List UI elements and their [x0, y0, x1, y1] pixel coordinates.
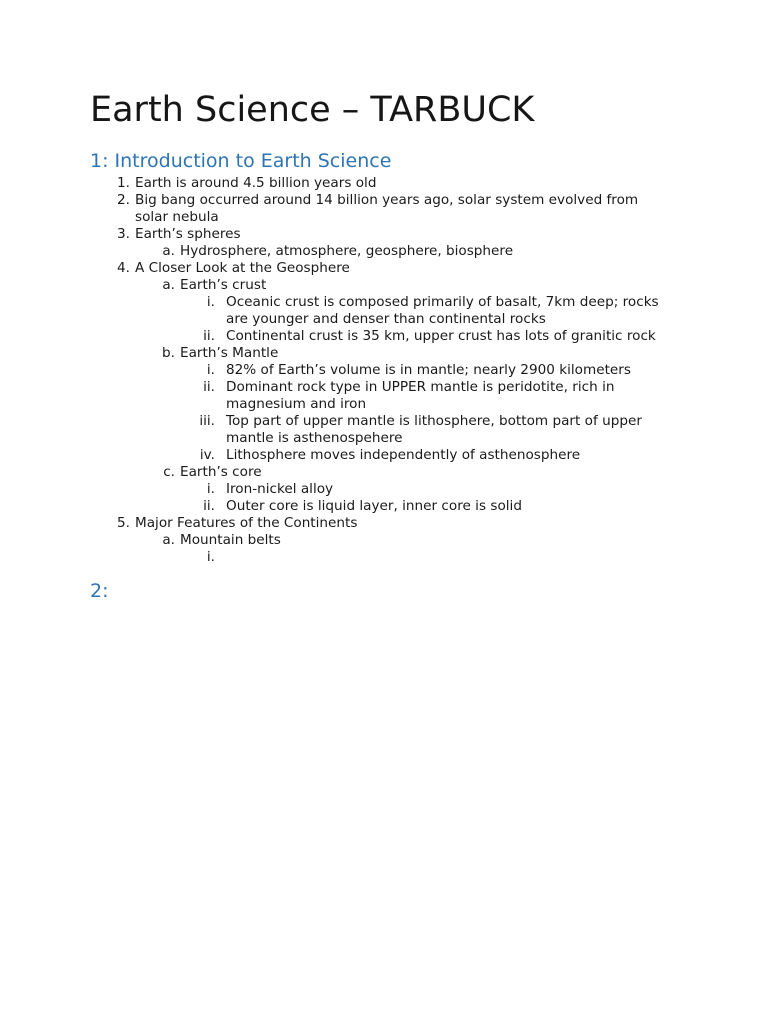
list-item	[0, 447, 768, 464]
list-item	[0, 328, 768, 345]
list-item	[0, 243, 768, 260]
list-item-text: Earth’s crust	[180, 277, 267, 293]
list-marker: a.	[162, 277, 175, 293]
list-item	[0, 175, 768, 192]
list-item	[0, 549, 768, 566]
list-marker: ii.	[203, 498, 215, 514]
list-item-text: Top part of upper mantle is lithosphere, bottom part of upper mantle is asthenospehere	[226, 413, 642, 446]
document-title: Earth Science – TARBUCK	[90, 90, 535, 130]
list-marker: iii.	[199, 413, 215, 429]
list-item-text: Continental crust is 35 km, upper crust has lots of granitic rock	[226, 328, 656, 344]
outline-list	[0, 175, 768, 566]
list-item	[0, 362, 768, 379]
list-item-text: Big bang occurred around 14 billion years ago, solar system evolved from solar nebula	[135, 192, 639, 225]
list-marker: i.	[206, 294, 215, 310]
list-item-text: Earth’s Mantle	[180, 345, 279, 361]
list-item	[0, 345, 768, 362]
list-item	[0, 192, 768, 226]
list-item-text: Dominant rock type in UPPER mantle is peridotite, rich in magnesium and iron	[226, 379, 615, 412]
list-item-text: 82% of Earth’s volume is in mantle; nearly 2900 kilometers	[226, 362, 631, 378]
list-item	[0, 413, 768, 447]
list-item-text: A Closer Look at the Geosphere	[135, 260, 350, 276]
list-marker: iv.	[199, 447, 215, 463]
list-item	[0, 464, 768, 481]
list-marker: i.	[206, 362, 215, 378]
list-item	[0, 532, 768, 549]
list-item-text: Mountain belts	[180, 532, 281, 548]
list-marker: 5.	[117, 515, 130, 531]
list-item-text: Earth is around 4.5 billion years old	[135, 175, 377, 191]
list-marker: ii.	[203, 328, 215, 344]
list-item	[0, 515, 768, 532]
list-marker: i.	[206, 481, 215, 497]
section-heading-2: 2:	[90, 580, 109, 602]
list-item-text: Oceanic crust is composed primarily of basalt, 7km deep; rocks are younger and denser than continental rocks	[226, 294, 659, 327]
list-item	[0, 481, 768, 498]
list-marker: 4.	[117, 260, 130, 276]
list-item	[0, 294, 768, 328]
list-marker: 1.	[117, 175, 130, 191]
list-item-text: Earth’s core	[180, 464, 262, 480]
list-item-text: Outer core is liquid layer, inner core is solid	[226, 498, 522, 514]
list-item-text: Hydrosphere, atmosphere, geosphere, biosphere	[180, 243, 514, 259]
list-marker: 2.	[117, 192, 130, 208]
section-heading-1: 1: Introduction to Earth Science	[90, 150, 392, 172]
list-item	[0, 277, 768, 294]
list-marker: i.	[206, 549, 215, 565]
list-item	[0, 226, 768, 243]
list-item	[0, 260, 768, 277]
list-item-text: Iron-nickel alloy	[226, 481, 334, 497]
list-item	[0, 379, 768, 413]
list-marker: a.	[162, 532, 175, 548]
list-marker: c.	[163, 464, 175, 480]
list-item-text: Major Features of the Continents	[135, 515, 358, 531]
list-marker: ii.	[203, 379, 215, 395]
list-marker: a.	[162, 243, 175, 259]
list-marker: 3.	[117, 226, 130, 242]
list-item	[0, 498, 768, 515]
list-item-text: Lithosphere moves independently of asthenosphere	[226, 447, 581, 463]
list-marker: b.	[162, 345, 175, 361]
list-item-text: Earth’s spheres	[135, 226, 241, 242]
